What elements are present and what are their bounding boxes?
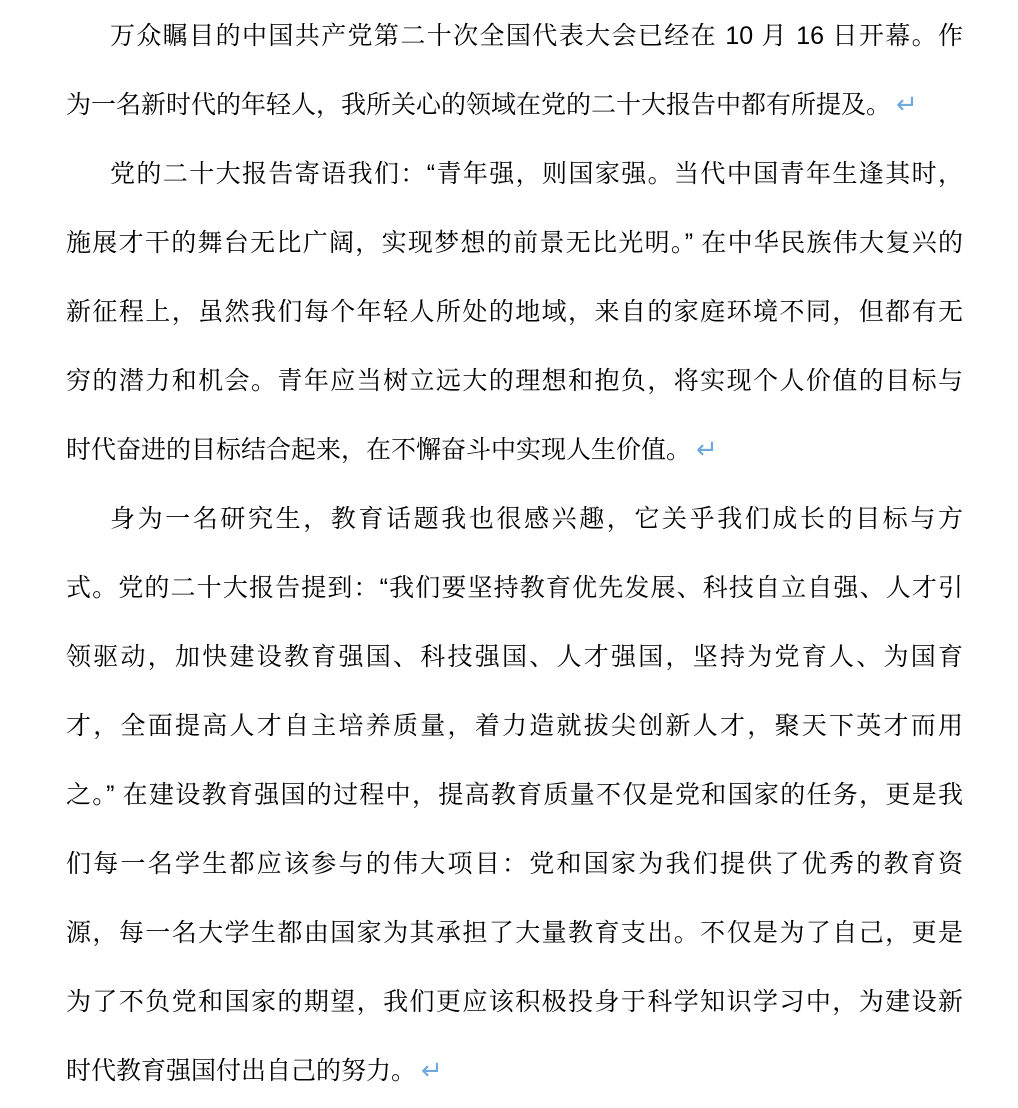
text-line (66, 71, 963, 140)
text-line (66, 278, 963, 347)
text-line (66, 554, 963, 623)
text-line-content: 为了不负党和国家的期望，我们更应该积极投身于科学知识学习中，为建设新 (66, 988, 963, 1016)
text-line-content: 领驱动，加快建设教育强国、科技强国、人才强国，坚持为党育人、为国育 (66, 643, 963, 671)
text-line-content: 才，全面提高人才自主培养质量，着力造就拔尖创新人才，聚天下英才而用 (66, 712, 963, 740)
text-line (66, 623, 963, 692)
text-line (66, 761, 963, 830)
text-line-content: 穷的潜力和机会。青年应当树立远大的理想和抱负，将实现个人价值的目标与 (66, 367, 963, 395)
text-line (66, 485, 963, 554)
text-line (66, 2, 963, 71)
text-line (66, 347, 963, 416)
text-line-content: 万众瞩目的中国共产党第二十次全国代表大会已经在 10 月 16 日开幕。作 (110, 22, 963, 50)
paragraph-mark-icon: ↵ (696, 435, 718, 465)
text-line (66, 968, 963, 1037)
text-line-content: 们每一名学生都应该参与的伟大项目：党和国家为我们提供了优秀的教育资 (66, 850, 963, 878)
text-line-content: 之。” 在建设教育强国的过程中，提高教育质量不仅是党和国家的任务，更是我 (66, 781, 963, 809)
text-line (66, 692, 963, 761)
text-line-content: 式。党的二十大报告提到：“我们要坚持教育优先发展、科技自立自强、人才引 (66, 574, 963, 602)
text-line (66, 899, 963, 968)
text-line-content: 新征程上，虽然我们每个年轻人所处的地域，来自的家庭环境不同，但都有无 (66, 298, 963, 326)
paragraph-mark-icon: ↵ (421, 1056, 443, 1086)
text-line-content: 时代教育强国付出自己的努力。 (66, 1057, 417, 1085)
text-line-content: 施展才干的舞台无比广阔，实现梦想的前景无比光明。” 在中华民族伟大复兴的 (66, 229, 963, 257)
text-line-content: 为一名新时代的年轻人，我所关心的领域在党的二十大报告中都有所提及。 (66, 91, 892, 119)
text-line (66, 830, 963, 899)
text-line-content: 党的二十大报告寄语我们：“青年强，则国家强。当代中国青年生逢其时， (110, 160, 963, 188)
text-line-content: 时代奋进的目标结合起来，在不懈奋斗中实现人生价值。 (66, 436, 692, 464)
text-line (66, 416, 963, 485)
paragraph-mark-icon: ↵ (896, 90, 918, 120)
text-line-content: 身为一名研究生，教育话题我也很感兴趣，它关乎我们成长的目标与方 (110, 505, 963, 533)
text-line (66, 140, 963, 209)
text-line (66, 209, 963, 278)
text-line (66, 1037, 963, 1106)
text-line-content: 源，每一名大学生都由国家为其承担了大量教育支出。不仅是为了自己，更是 (66, 919, 963, 947)
